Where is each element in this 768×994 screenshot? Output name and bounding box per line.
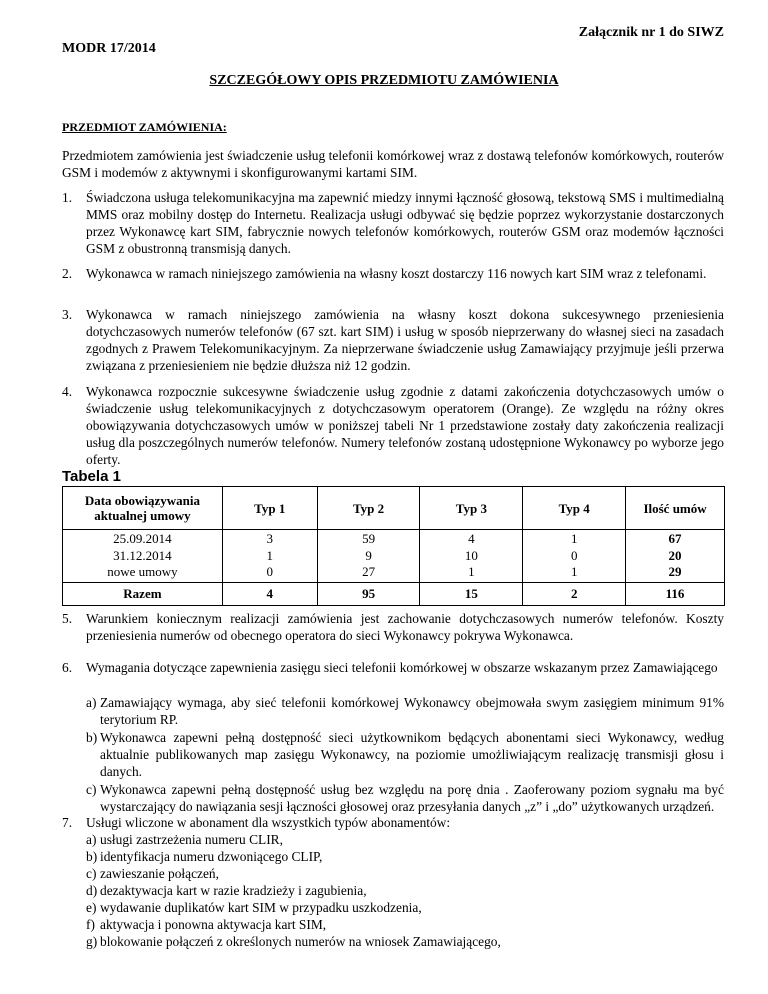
table-cell: 0 bbox=[570, 547, 578, 563]
header-date: Data obowiązywania aktualnej umowy bbox=[63, 487, 223, 530]
count-cell bbox=[626, 530, 725, 583]
table-cell: 0 bbox=[266, 564, 273, 579]
contracts-table bbox=[62, 486, 725, 606]
sub-item-text: dezaktywacja kart w razie kradzieży i zagubienia, bbox=[100, 883, 367, 898]
total-cell: 116 bbox=[626, 582, 725, 605]
header-type-2: Typ 2 bbox=[317, 487, 420, 530]
sub-item-letter: g) bbox=[86, 934, 98, 949]
table-cell: 10 bbox=[464, 547, 478, 563]
table-cell: 25.09.2014 bbox=[113, 531, 172, 546]
item-number: 5. bbox=[62, 611, 73, 626]
sub-item-text: Wykonawca zapewni pełną dostępność usług bez względu na porę dnia . Zaoferowany poziom sygnału ma być wystarczający do nawiązania sesji łączności głosowej oraz przesyłania danych „z” i „do” użytkowanych urządzeń. bbox=[100, 782, 724, 814]
sub-item-letter: a) bbox=[86, 695, 97, 710]
section-subheading: PRZEDMIOT ZAMÓWIENIA: bbox=[62, 120, 227, 134]
item-text: Usługi wliczone w abonament dla wszystkich typów abonamentów: bbox=[86, 815, 451, 830]
document-title: SZCZEGÓŁOWY OPIS PRZEDMIOTU ZAMÓWIENIA bbox=[209, 73, 559, 88]
item-text: Świadczona usługa telekomunikacyjna ma zapewnić miedzy innymi łączność głosową, tekstową SMS i multimedialną MMS oraz mobilny dostęp do Internetu. Realizacja usługi odbywać się będzie poprzez wykorzystanie dostarczonych przez Wykonawcę kart SIM, fabrycznie nowych telefonów komórkowych, routerów GSM oraz modemów łączności GSM z obustronną transmisją danych. bbox=[86, 190, 724, 256]
item-text: Wykonawca w ramach niniejszego zamówienia na własny koszt dokona sukcesywnego przeniesienia dotychczasowych numerów telefonów (67 szt. kart SIM) i usług w sposób nieprzerwany do własnej sieci na zasadach zgodnych z Prawem Telekomunikacyjnym. Za nieprzerwane świadczenie usług Zamawiający przyjmuje jeśli przerwa związana z przeniesieniem nie będzie dłuższa niż 12 godzin. bbox=[86, 307, 724, 373]
table-caption: Tabela 1 bbox=[62, 468, 121, 485]
sub-item-letter: d) bbox=[86, 883, 98, 898]
table-cell: 31.12.2014 bbox=[113, 547, 172, 563]
table-cell: 59 bbox=[362, 531, 376, 546]
sub-item-text: wydawanie duplikatów kart SIM w przypadku uszkodzenia, bbox=[100, 900, 422, 915]
item-text: Warunkiem koniecznym realizacji zamówienia jest zachowanie dotychczasowych numerów telefonów. Koszty przeniesienia numerów od obecnego operatora do sieci Wykonawcy pokrywa Wykonawca. bbox=[86, 611, 724, 643]
item-number: 6. bbox=[62, 660, 73, 675]
table-cell: nowe umowy bbox=[107, 564, 178, 579]
intro-paragraph: Przedmiotem zamówienia jest świadczenie usług telefonii komórkowej wraz z dostawą telefonów komórkowych, routerów GSM i modemów z aktywnymi i skonfigurowanymi kartami SIM. bbox=[62, 148, 724, 180]
table-cell: 67 bbox=[668, 531, 682, 546]
item-number: 1. bbox=[62, 190, 73, 205]
table-header-row bbox=[63, 487, 725, 530]
table-cell: 1 bbox=[570, 531, 578, 546]
sub-item-text: Wykonawca zapewni pełną dostępność sieci użytkownikom będących abonentami sieci Wykonawcy, według aktualnie publikowanych map zasięgu Wykonawcy, na poziomie umożliwiającym realizację transmisji głosu i danych. bbox=[100, 730, 724, 779]
table-cell: 9 bbox=[365, 547, 372, 563]
header-count: Ilość umów bbox=[626, 487, 725, 530]
total-cell: 15 bbox=[420, 582, 523, 605]
table-cell: 3 bbox=[266, 531, 273, 546]
type-3-cell bbox=[420, 530, 523, 583]
item-number: 7. bbox=[62, 815, 73, 830]
table-cell: 1 bbox=[570, 564, 578, 579]
type-2-cell bbox=[317, 530, 420, 583]
item-number: 4. bbox=[62, 384, 73, 399]
total-cell: 4 bbox=[222, 582, 317, 605]
sub-item-letter: a) bbox=[86, 832, 97, 847]
total-cell: 95 bbox=[317, 582, 420, 605]
reference-number: MODR 17/2014 bbox=[62, 41, 156, 56]
item-number: 3. bbox=[62, 307, 73, 322]
sub-item-text: identyfikacja numeru dzwoniącego CLIP, bbox=[100, 849, 323, 864]
type-4-cell bbox=[523, 530, 626, 583]
date-cell bbox=[63, 530, 223, 583]
sub-item-text: blokowanie połączeń z określonych numerów na wniosek Zamawiającego, bbox=[100, 934, 501, 949]
item-text: Wymagania dotyczące zapewnienia zasięgu sieci telefonii komórkowej w obszarze wskazanym przez Zamawiającego bbox=[86, 660, 718, 675]
header-type-3: Typ 3 bbox=[420, 487, 523, 530]
annex-label: Załącznik nr 1 do SIWZ bbox=[578, 25, 724, 40]
sub-item-letter: f) bbox=[86, 917, 95, 932]
header-type-4: Typ 4 bbox=[523, 487, 626, 530]
sub-item-letter: c) bbox=[86, 782, 97, 797]
sub-item-text: zawieszanie połączeń, bbox=[100, 866, 219, 881]
total-label: Razem bbox=[63, 582, 223, 605]
table-cell: 29 bbox=[668, 564, 682, 579]
sub-item-letter: b) bbox=[86, 730, 98, 745]
sub-item-text: Zamawiający wymaga, aby sieć telefonii komórkowej Wykonawcy obejmowała swym zasięgiem minimum 91% terytorium RP. bbox=[100, 695, 724, 727]
table-cell: 27 bbox=[362, 564, 376, 579]
item-text: Wykonawca rozpocznie sukcesywne świadczenie usług zgodnie z datami zakończenia dotychczasowych umów o świadczenie usług telekomunikacyjnych z dotychczasowym operatorem (Orange). Ze względu na różny okres obowiązywania dotychczasowych umów w poniższej tabeli Nr 1 przedstawione zostały daty zakończenia realizacji usług dla poszczególnych numerów telefonów. Numery telefonów zostaną udostępnione Wykonawcy po wyborze jego oferty. bbox=[86, 384, 724, 467]
sub-item-letter: e) bbox=[86, 900, 97, 915]
sub-item-letter: b) bbox=[86, 849, 98, 864]
table-row bbox=[63, 530, 725, 583]
table-cell: 4 bbox=[468, 531, 475, 546]
sub-item-text: aktywacja i ponowna aktywacja kart SIM, bbox=[100, 917, 327, 932]
table-cell: 1 bbox=[468, 564, 475, 579]
item-number: 2. bbox=[62, 266, 73, 281]
sub-item-text: usługi zastrzeżenia numeru CLIR, bbox=[100, 832, 283, 847]
table-cell: 1 bbox=[266, 547, 273, 563]
header-type-1: Typ 1 bbox=[222, 487, 317, 530]
sub-item-letter: c) bbox=[86, 866, 97, 881]
table-total-row bbox=[63, 582, 725, 605]
total-cell: 2 bbox=[523, 582, 626, 605]
item-text: Wykonawca w ramach niniejszego zamówienia na własny koszt dostarczy 116 nowych kart SIM wraz z telefonami. bbox=[86, 266, 707, 281]
type-1-cell bbox=[222, 530, 317, 583]
table-cell: 20 bbox=[668, 547, 682, 563]
